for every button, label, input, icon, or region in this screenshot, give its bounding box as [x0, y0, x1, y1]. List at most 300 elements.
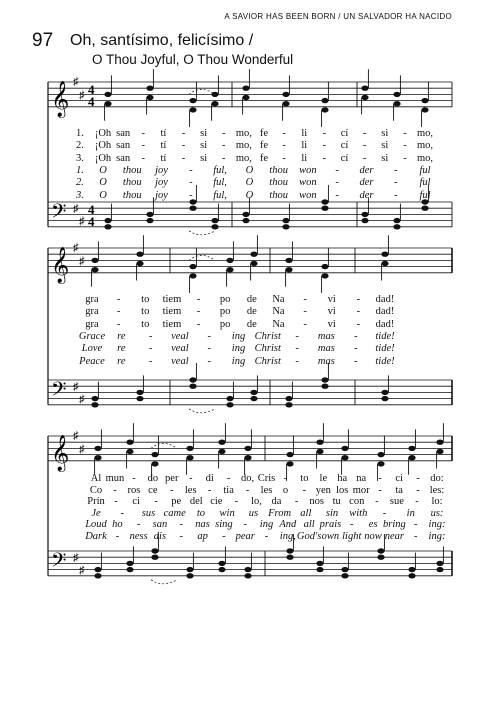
lyric-syllable: O — [245, 164, 254, 176]
hyphen: - — [282, 140, 286, 152]
hyphen: - — [114, 496, 118, 508]
lyric-syllable: tiem — [162, 318, 182, 330]
hyphen: - — [222, 128, 226, 139]
lyric-syllable: mo, — [235, 128, 252, 139]
lyric-syllable: ta — [395, 484, 403, 496]
lyric-syllable: fe — [259, 128, 269, 139]
hyphen: - — [264, 531, 269, 542]
lyric-syllable: joy — [155, 177, 168, 189]
hyphen: - — [416, 473, 420, 484]
lyric-syllable: de — [246, 318, 257, 330]
lyric-syllable: Grace — [78, 330, 106, 342]
notehead — [341, 573, 348, 578]
hyphen: - — [362, 128, 367, 139]
lyric-line — [0, 519, 480, 531]
notehead — [186, 446, 193, 451]
lyric-syllable: li — [301, 140, 308, 152]
lyric-syllable: le — [319, 473, 328, 484]
lyric-syllable: san — [116, 140, 131, 152]
lyric-syllable: joy — [155, 189, 168, 201]
lyric-syllable: tide! — [375, 355, 395, 367]
slur — [151, 580, 177, 584]
lyric-syllable: tiem — [162, 306, 182, 318]
lyric-syllable: Peace — [79, 355, 105, 367]
hyphen: - — [222, 531, 226, 542]
notehead — [286, 452, 293, 457]
hyphen: - — [322, 152, 327, 164]
sharp-icon: ♯ — [73, 203, 79, 216]
verse-number: 1. — [76, 164, 84, 176]
lyric-syllable: del — [189, 496, 203, 508]
notehead — [244, 446, 251, 451]
lyric-syllable: es — [368, 519, 378, 531]
notehead — [126, 449, 133, 454]
notehead — [151, 548, 158, 553]
lyric-syllable: dad! — [375, 318, 395, 330]
sharp-icon: ♯ — [79, 89, 85, 102]
hyphen: - — [188, 473, 193, 484]
lyric-syllable: san — [152, 519, 168, 531]
lyric-syllable: O — [245, 177, 254, 189]
hyphen: - — [179, 519, 183, 531]
lyric-syllable: with — [349, 507, 368, 519]
notehead — [218, 449, 225, 454]
lyric-syllable: tiem — [162, 294, 182, 305]
lyric-syllable: From — [268, 507, 292, 519]
lyric-syllable: ci — [132, 496, 140, 508]
lyric-syllable: Dark — [85, 531, 107, 542]
notehead — [436, 440, 443, 445]
hyphen: - — [115, 531, 120, 542]
notehead — [94, 446, 101, 451]
lyric-syllable: ful, — [213, 177, 227, 189]
lyric-syllable: sin — [325, 507, 339, 519]
lyric-syllable: der — [359, 164, 374, 176]
sharp-icon: ♯ — [79, 255, 85, 268]
lyric-syllable: bring — [382, 519, 406, 531]
notehead — [377, 555, 384, 560]
lyric-syllable: win — [219, 507, 235, 519]
lyric-syllable: dad! — [375, 306, 395, 318]
lyric-syllable: won — [299, 164, 317, 176]
notehead — [436, 567, 443, 572]
lyric-syllable: les: — [429, 484, 445, 496]
lyric-syllable: pear — [235, 531, 255, 542]
lyric-syllable: ing, — [279, 531, 296, 542]
lyric-syllable: vi — [327, 318, 336, 330]
hyphen: - — [196, 318, 201, 330]
hyphen: - — [322, 140, 327, 152]
lyric-syllable: joy — [155, 164, 168, 176]
treble-clef-icon: 𝄞 — [51, 246, 70, 283]
lyric-syllable: san — [116, 128, 131, 139]
notehead — [316, 449, 323, 454]
hyphen: - — [154, 496, 158, 508]
hyphen: - — [335, 189, 339, 201]
lyric-syllable: Cris — [257, 473, 276, 484]
sharp-icon: ♯ — [73, 381, 79, 394]
lyric-syllable: li — [301, 128, 308, 139]
sharp-icon: ♯ — [79, 564, 85, 577]
lyric-syllable: fe — [259, 152, 269, 164]
lyric-syllable: fe — [259, 140, 269, 152]
hyphen: - — [189, 189, 193, 201]
lyric-syllable: mas — [317, 343, 335, 355]
lyric-syllable: mo, — [235, 140, 252, 152]
hyphen: - — [283, 473, 288, 484]
lyric-syllable: de — [246, 306, 257, 318]
lyric-syllable: po — [219, 294, 231, 305]
lyric-syllable: Co — [89, 484, 103, 496]
lyric-syllable: ce — [148, 484, 158, 496]
lyric-syllable: los — [336, 484, 349, 496]
lyric-syllable: ful — [419, 164, 431, 176]
notehead — [408, 567, 415, 572]
lyric-syllable: lo: — [431, 496, 443, 508]
hyphen: - — [282, 128, 286, 139]
hyphen: - — [322, 128, 327, 139]
lyric-syllable: Christ — [254, 355, 281, 367]
lyric-syllable: ful, — [213, 164, 227, 176]
hyphen: - — [393, 164, 398, 176]
lyric-syllable: ing — [259, 519, 274, 531]
lyric-syllable: O — [99, 189, 107, 201]
lyric-syllable: mo, — [416, 128, 434, 139]
notehead — [218, 440, 225, 445]
lyric-syllable: mo, — [416, 152, 434, 164]
notehead — [126, 567, 133, 572]
lyric-line — [0, 508, 480, 520]
lyric-syllable: dis — [153, 531, 167, 542]
bass-clef-icon: 𝄢 — [51, 548, 67, 577]
lyric-syllable: re — [117, 330, 126, 342]
hyphen: - — [132, 473, 136, 484]
hyphen: - — [113, 484, 117, 496]
treble-clef-icon: 𝄞 — [51, 434, 70, 471]
lyric-syllable: all — [303, 519, 315, 531]
lyric-syllable: ci — [395, 473, 403, 484]
hyphen: - — [378, 473, 382, 484]
time-signature: 4 — [88, 214, 95, 230]
lyric-syllable: to — [141, 306, 150, 318]
verse-number: 3. — [76, 189, 84, 201]
time-signature: 4 — [88, 81, 95, 97]
hyphen: - — [295, 343, 299, 355]
lyric-syllable: veal — [171, 355, 189, 367]
sharp-icon: ♯ — [73, 552, 79, 565]
lyric-syllable: ros — [127, 484, 141, 496]
lyric-syllable: Christ — [254, 343, 281, 355]
notehead — [408, 573, 415, 578]
hyphen: - — [148, 343, 153, 355]
hyphen: - — [234, 496, 239, 508]
notehead — [377, 548, 384, 553]
hyphen: - — [207, 330, 211, 342]
lyric-syllable: san — [116, 152, 131, 164]
lyric-line — [0, 496, 480, 508]
hyphen: - — [353, 355, 358, 367]
hyphen: - — [403, 128, 407, 139]
lyric-syllable: cí — [340, 140, 349, 152]
lyric-syllable: And — [279, 519, 297, 531]
notehead — [126, 561, 133, 566]
sharp-icon: ♯ — [73, 242, 79, 254]
lyric-syllable: si — [200, 152, 208, 164]
hyphen: - — [222, 152, 226, 164]
hyphen: - — [375, 496, 379, 508]
lyric-syllable: us: — [430, 507, 444, 519]
lyric-syllable: tide! — [375, 330, 395, 342]
lyric-syllable: light — [342, 531, 362, 542]
lyric-syllable: tia — [223, 484, 234, 496]
hymn-subtitle: O Thou Joyful, O Thou Wonderful — [92, 52, 294, 67]
hyphen: - — [243, 519, 247, 531]
hyphen: - — [294, 496, 299, 508]
lyric-syllable: con — [349, 496, 365, 508]
lyric-syllable: ha — [337, 473, 348, 484]
notehead — [377, 461, 384, 466]
hyphen: - — [353, 330, 358, 342]
lyric-syllable: O — [245, 189, 254, 201]
hyphen: - — [170, 484, 174, 496]
lyric-syllable: came — [163, 507, 186, 519]
hyphen: - — [189, 177, 193, 189]
notehead — [286, 548, 293, 553]
hyphen: - — [303, 318, 307, 330]
lyric-syllable: si — [381, 128, 389, 139]
hyphen: - — [353, 343, 358, 355]
lyric-syllable: tí — [160, 128, 167, 139]
lyric-syllable: veal — [171, 343, 189, 355]
lyric-syllable: gra — [85, 294, 99, 305]
hyphen: - — [245, 484, 250, 496]
hyphen: - — [189, 164, 193, 176]
hyphen: - — [302, 484, 307, 496]
notehead — [286, 555, 293, 560]
notehead — [186, 573, 193, 578]
hyphen: - — [403, 140, 407, 152]
lyric-syllable: ful — [419, 189, 431, 201]
lyric-syllable: nos — [309, 496, 324, 508]
lyric-syllable: cie — [210, 496, 223, 508]
lyric-syllable: to — [300, 473, 309, 484]
lyric-syllable: cí — [340, 152, 349, 164]
lyric-syllable: mun — [105, 473, 125, 484]
notehead — [244, 455, 251, 460]
lyric-syllable: o — [282, 484, 289, 496]
lyric-syllable: thou — [269, 164, 288, 176]
notehead — [316, 567, 323, 572]
notehead — [186, 567, 193, 572]
lyric-syllable: sing — [215, 519, 233, 531]
lyric-syllable: thou — [122, 177, 142, 189]
lyric-syllable: vi — [327, 294, 336, 305]
lyric-syllable: all — [300, 507, 312, 519]
lyric-syllable: do, — [240, 473, 255, 484]
lyric-syllable: to — [196, 507, 206, 519]
hyphen: - — [416, 484, 420, 496]
hyphen: - — [196, 294, 201, 305]
notehead — [94, 455, 101, 460]
hyphen: - — [179, 531, 183, 542]
hyphen: - — [303, 294, 307, 305]
lyric-line — [0, 473, 480, 485]
lyric-syllable: gra — [85, 318, 99, 330]
hyphen: - — [362, 152, 367, 164]
lyric-syllable: li — [301, 152, 308, 164]
lyric-syllable: near — [384, 531, 404, 542]
lyric-syllable: re — [117, 343, 126, 355]
lyric-syllable: sus — [141, 507, 156, 519]
verse-number: 2. — [76, 177, 84, 189]
hyphen: - — [350, 519, 354, 531]
hyphen: - — [295, 330, 299, 342]
hyphen: - — [196, 306, 201, 318]
lyric-syllable: Al — [90, 473, 102, 484]
lyric-syllable: ap — [197, 531, 208, 542]
lyric-syllable: si — [381, 140, 389, 152]
time-signature: 4 — [88, 201, 95, 217]
lyric-syllable: po — [219, 318, 231, 330]
lyric-syllable: ho — [112, 519, 123, 531]
lyric-line — [0, 531, 480, 543]
lyric-syllable: cí — [340, 128, 349, 139]
hymn-title: Oh, santísimo, felicísimo / — [70, 32, 254, 49]
hyphen: - — [393, 189, 398, 201]
lyric-syllable: dad! — [375, 294, 395, 305]
lyric-syllable: ful, — [213, 189, 227, 201]
hyphen: - — [335, 164, 339, 176]
lyric-syllable: ful — [419, 177, 431, 189]
slur — [151, 443, 177, 448]
notehead — [126, 440, 133, 445]
lyric-syllable: re — [117, 355, 126, 367]
notehead — [244, 567, 251, 572]
notehead — [151, 555, 158, 560]
lyric-syllable: Na — [272, 294, 285, 305]
lyric-syllable: tu — [332, 496, 341, 508]
hymn-number: 97 — [32, 30, 54, 51]
lyric-syllable: now — [364, 531, 382, 542]
hyphen: - — [181, 152, 186, 164]
treble-clef-icon: 𝄞 — [51, 80, 70, 117]
notehead — [94, 567, 101, 572]
running-head: A SAVIOR HAS BEEN BORN / UN SALVADOR HA NACIDO — [224, 12, 452, 21]
notehead — [316, 561, 323, 566]
hyphen: - — [207, 343, 211, 355]
lyric-syllable: Na — [272, 306, 285, 318]
notehead — [151, 461, 158, 466]
verse-number: 3. — [76, 152, 84, 164]
lyric-syllable: thou — [122, 164, 142, 176]
hyphen: - — [148, 355, 153, 367]
hyphen: - — [207, 355, 211, 367]
lyric-syllable: der — [359, 189, 374, 201]
lyric-syllable: to — [141, 318, 150, 330]
hyphen: - — [356, 306, 361, 318]
lyric-syllable: der — [359, 177, 374, 189]
lyric-syllable: na — [356, 473, 367, 484]
lyric-syllable: do: — [430, 473, 444, 484]
hyphen: - — [393, 177, 398, 189]
notehead — [341, 567, 348, 572]
lyric-syllable: nas — [195, 519, 210, 531]
notehead — [341, 446, 348, 451]
lyric-syllable: veal — [171, 330, 189, 342]
lyric-syllable: ness — [129, 531, 148, 542]
hyphen: - — [222, 140, 226, 152]
lyric-syllable: tí — [160, 140, 167, 152]
hyphen: - — [378, 484, 382, 496]
lyric-syllable: si — [200, 140, 208, 152]
lyric-syllable: Na — [272, 318, 285, 330]
lyric-syllable: si — [381, 152, 389, 164]
lyric-syllable: ing — [231, 343, 246, 355]
hyphen: - — [148, 330, 153, 342]
lyric-syllable: ing: — [428, 531, 446, 542]
hyphen: - — [120, 507, 124, 519]
notehead — [286, 461, 293, 466]
notehead — [244, 573, 251, 578]
hyphen: - — [413, 519, 418, 531]
hyphen: - — [116, 294, 121, 305]
lyric-syllable: tide! — [375, 343, 395, 355]
hyphen: - — [141, 128, 145, 139]
lyric-syllable: Prín — [87, 496, 105, 508]
lyric-syllable: God's — [296, 531, 322, 542]
lyric-syllable: ing — [231, 355, 246, 367]
lyric-syllable: thou — [269, 189, 288, 201]
lyric-syllable: Love — [81, 343, 103, 355]
hyphen: - — [303, 306, 307, 318]
lyric-line — [0, 485, 480, 497]
notehead — [94, 573, 101, 578]
hyphen: - — [226, 473, 231, 484]
lyric-syllable: tí — [160, 152, 167, 164]
hyphen: - — [181, 140, 186, 152]
lyric-syllable: lo, — [251, 496, 262, 508]
notehead — [316, 440, 323, 445]
lyric-syllable: own — [321, 531, 340, 542]
lyric-syllable: to — [141, 294, 150, 305]
hyphen: - — [356, 318, 361, 330]
lyric-syllable: mo, — [416, 140, 434, 152]
hyphen: - — [116, 306, 121, 318]
sharp-icon: ♯ — [79, 215, 85, 228]
lyric-syllable: les — [260, 484, 273, 496]
notehead — [408, 455, 415, 460]
lyric-syllable: thou — [269, 177, 288, 189]
notehead — [436, 449, 443, 454]
hyphen: - — [335, 177, 339, 189]
bass-clef-icon: 𝄢 — [51, 377, 67, 406]
hyphen: - — [141, 152, 145, 164]
hyphen: - — [403, 152, 407, 164]
notehead — [377, 452, 384, 457]
notehead — [186, 455, 193, 460]
notehead — [341, 455, 348, 460]
lyric-syllable: de — [246, 294, 257, 305]
lyric-syllable: Loud — [85, 519, 107, 531]
lyric-syllable: di — [205, 473, 214, 484]
lyric-syllable: thou — [122, 189, 142, 201]
lyric-syllable: ing — [231, 330, 246, 342]
notehead — [436, 561, 443, 566]
lyric-syllable: yen — [315, 484, 331, 496]
hyphen: - — [295, 355, 299, 367]
hyphen: - — [362, 140, 367, 152]
sharp-icon: ♯ — [79, 443, 85, 456]
